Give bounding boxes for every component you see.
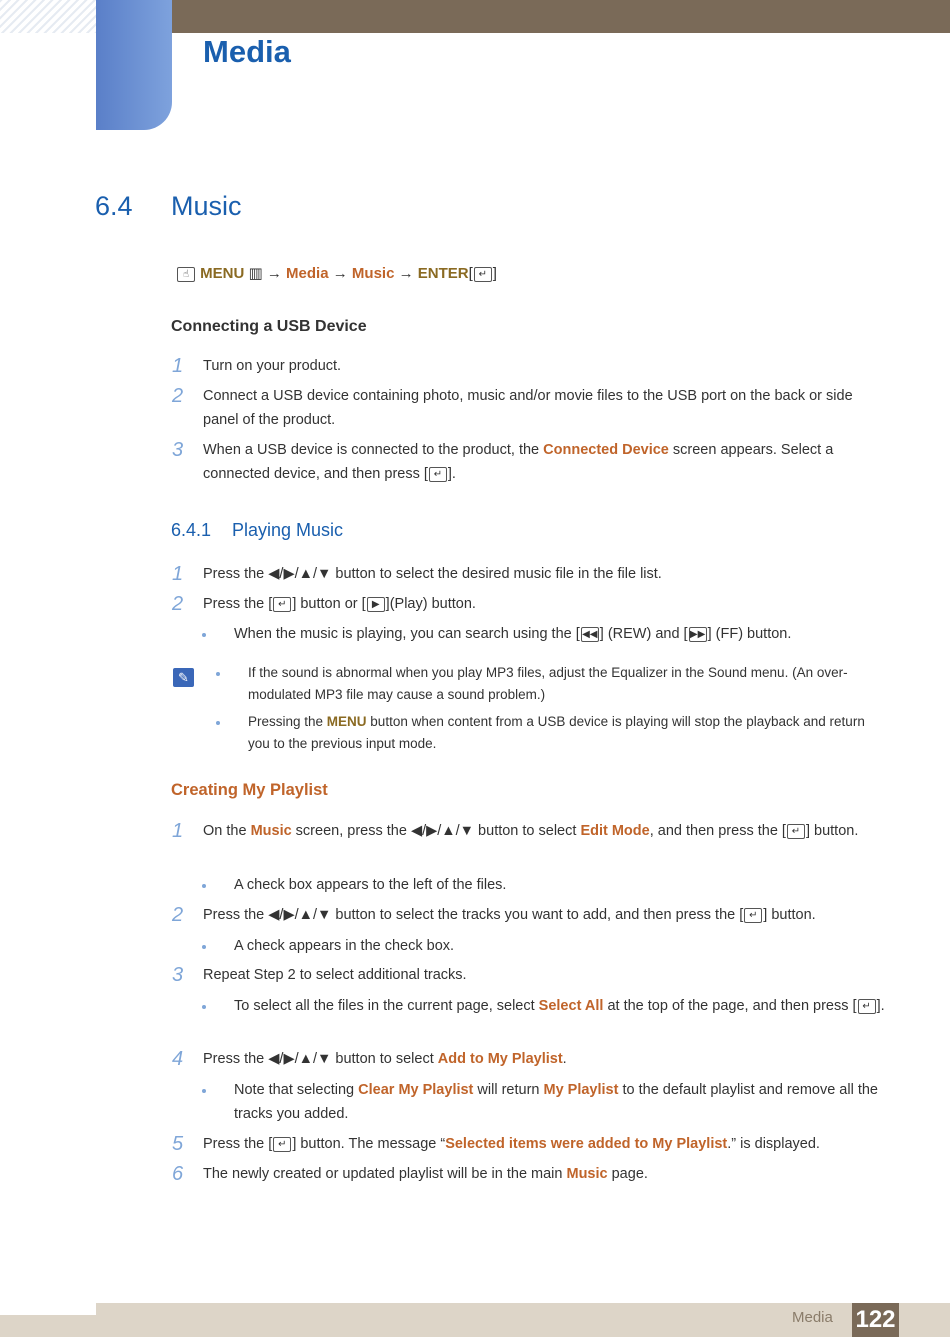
step-number: 2 bbox=[172, 904, 184, 926]
step-number: 5 bbox=[172, 1133, 184, 1155]
note-icon: ✎ bbox=[173, 668, 194, 687]
path-enter: ENTER bbox=[417, 265, 469, 282]
step-text: Press the [ ↵ ] button or [ ▶ ](Play) button. bbox=[203, 596, 476, 612]
bullet-text: A check box appears to the left of the files. bbox=[234, 877, 507, 893]
menu-path: ☝ MENU ▥ → Media → Music → ENTER[ ↵ ] bbox=[176, 264, 497, 282]
bullet-text: Note that selecting Clear My Playlist will return My Playlist to the default playlist and remove all the tracks you added. bbox=[234, 1082, 878, 1122]
chapter-title: Media bbox=[203, 34, 291, 69]
header-bar bbox=[172, 0, 950, 33]
step-text: The newly created or updated playlist will be in the main Music page. bbox=[203, 1166, 648, 1182]
rewind-icon: ◀◀ bbox=[582, 628, 598, 640]
step-text: On the Music screen, press the ◀/▶/▲/▼ button to select Edit Mode, and then press the [ ↵ ] button. bbox=[203, 823, 859, 839]
bullet bbox=[202, 945, 206, 949]
step-text: Repeat Step 2 to select additional tracks. bbox=[203, 967, 467, 983]
enter-icon: ↵ bbox=[858, 999, 876, 1014]
enter-icon: ↵ bbox=[787, 824, 805, 839]
path-music: Music bbox=[351, 265, 395, 282]
step-number: 1 bbox=[172, 563, 184, 585]
fast-forward-icon: ▶▶ bbox=[689, 628, 706, 640]
step-text: Press the ◀/▶/▲/▼ button to select Add to My Playlist. bbox=[203, 1051, 567, 1067]
menu-label: MENU bbox=[200, 265, 245, 282]
chapter-tab bbox=[96, 0, 172, 130]
enter-icon: ↵ bbox=[273, 1137, 291, 1152]
step-text: Press the ◀/▶/▲/▼ button to select the desired music file in the file list. bbox=[203, 566, 662, 582]
step-number: 1 bbox=[172, 355, 184, 377]
page-number: 122 bbox=[852, 1303, 899, 1337]
step-number: 6 bbox=[172, 1163, 184, 1185]
enter-icon: ↵ bbox=[744, 908, 762, 923]
step-text: Turn on your product. bbox=[203, 358, 342, 374]
step-number: 2 bbox=[172, 385, 184, 407]
step-number: 3 bbox=[172, 964, 184, 986]
step-text: When a USB device is connected to the product, the Connected Device screen appears. Select a connected device, and then press [ ↵ ]. bbox=[203, 442, 834, 482]
bullet bbox=[216, 672, 220, 676]
enter-icon: ↵ bbox=[429, 467, 447, 482]
enter-icon: ↵ bbox=[273, 597, 291, 612]
note-text: Pressing the MENU button when content from a USB device is playing will stop the playback and return you to the previous input mode. bbox=[248, 714, 865, 751]
bullet bbox=[202, 1005, 206, 1009]
bullet-text: A check appears in the check box. bbox=[234, 938, 455, 954]
playlist-heading: Creating My Playlist bbox=[171, 781, 328, 799]
bullet bbox=[202, 884, 206, 888]
footer-left-bar bbox=[0, 1315, 96, 1337]
step-number: 2 bbox=[172, 593, 184, 615]
bullet bbox=[202, 633, 206, 637]
bullet bbox=[202, 1089, 206, 1093]
bullet-text: When the music is playing, you can search using the [ ◀◀ ] (REW) and [ ▶▶ ] (FF) button. bbox=[234, 626, 792, 642]
step-text: Press the ◀/▶/▲/▼ button to select the tracks you want to add, and then press the [ ↵ ] button. bbox=[203, 907, 816, 923]
subsection-title: 6.4.1 Playing Music bbox=[171, 520, 344, 540]
step-text: Press the [ ↵ ] button. The message “Selected items were added to My Playlist.” is displayed. bbox=[203, 1136, 820, 1152]
bullet-text: To select all the files in the current page, select Select All at the top of the page, and then press [ ↵ ]. bbox=[234, 998, 885, 1014]
step-number: 3 bbox=[172, 439, 184, 461]
arrow-icons: ◀/▶/▲/▼ bbox=[268, 566, 332, 582]
bullet bbox=[216, 721, 220, 725]
header-hatch bbox=[0, 0, 96, 33]
enter-icon: ↵ bbox=[474, 267, 492, 282]
arrow-icons: ◀/▶/▲/▼ bbox=[268, 1051, 332, 1067]
arrow-icons: ◀/▶/▲/▼ bbox=[268, 907, 332, 923]
path-media: Media bbox=[286, 265, 329, 282]
hand-icon: ☝ bbox=[177, 267, 195, 282]
step-text: Connect a USB device containing photo, music and/or movie files to the USB port on the back or side panel of the product. bbox=[203, 388, 853, 428]
note-text: If the sound is abnormal when you play MP3 files, adjust the Equalizer in the Sound menu. (An over-modulated MP3 file may cause a sound problem.) bbox=[248, 665, 848, 702]
usb-heading: Connecting a USB Device bbox=[171, 318, 367, 335]
step-number: 4 bbox=[172, 1048, 184, 1070]
step-number: 1 bbox=[172, 820, 184, 842]
section-number: 6.4 bbox=[95, 191, 133, 221]
menu-grid-icon: ▥ bbox=[248, 265, 263, 282]
play-icon: ▶ bbox=[367, 597, 385, 612]
section-title: Music bbox=[171, 191, 242, 221]
arrow-icons: ◀/▶/▲/▼ bbox=[410, 823, 475, 839]
footer-label: Media bbox=[792, 1309, 833, 1326]
